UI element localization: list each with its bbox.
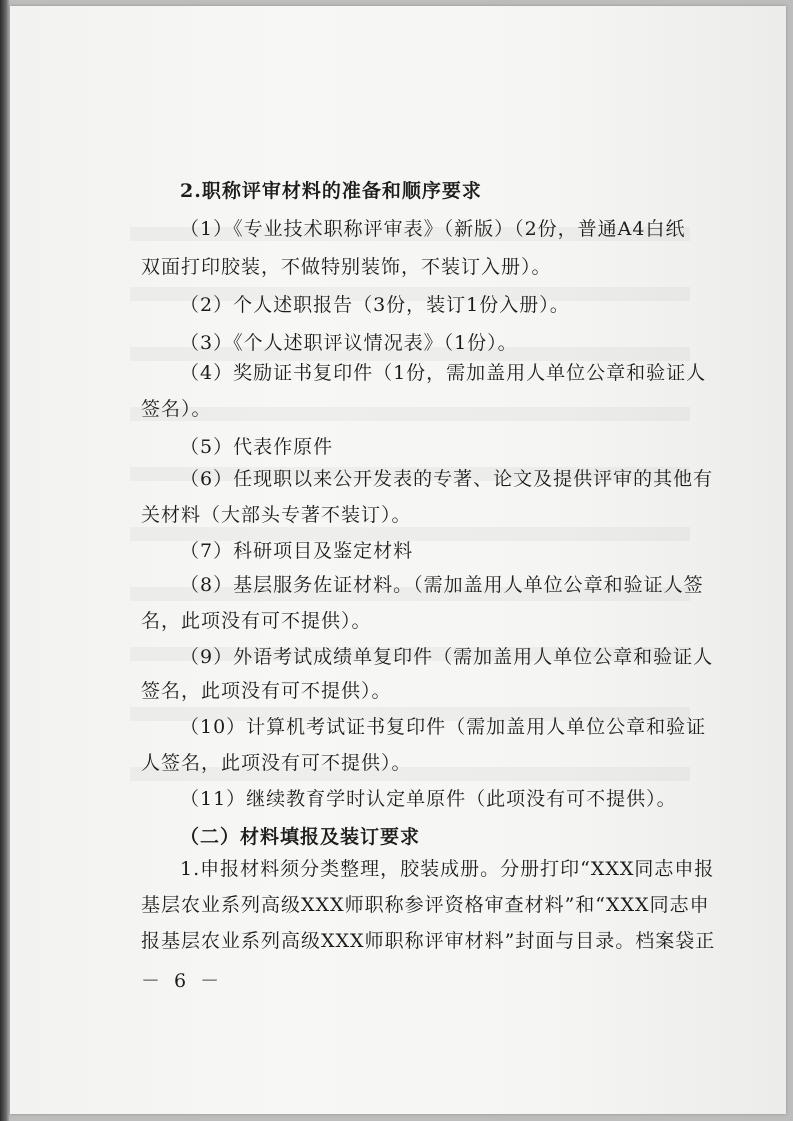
text-line: 人签名，此项没有可不提供）。 [141, 752, 412, 774]
paragraph-line: 报基层农业系列高级XXX师职称评审材料”封面与目录。档案袋正 [141, 930, 716, 952]
subheading: （二）材料填报及装订要求 [180, 826, 421, 848]
text-line: （3）《个人述职评议情况表》（1份）。 [180, 332, 518, 354]
text-line: （1）《专业技术职称评审表》（新版）（2份，普通A4白纸 [180, 218, 686, 240]
text-line: 签名，此项没有可不提供）。 [141, 680, 392, 702]
text-line: 双面打印胶装，不做特别装饰，不装订入册）。 [141, 256, 552, 278]
text-line: （2）个人述职报告（3份，装订1份入册）。 [180, 294, 570, 316]
text-line: （5）代表作原件 [180, 436, 334, 458]
section-title: 2.职称评审材料的准备和顺序要求 [180, 180, 482, 202]
text-line: （11）继续教育学时认定单原件（此项没有可不提供）。 [180, 788, 677, 810]
paragraph-line: 1.申报材料须分类整理，胶装成册。分册打印“XXX同志申报 [180, 858, 715, 880]
text-line: （8）基层服务佐证材料。（需加盖用人单位公章和验证人签 [180, 574, 704, 596]
page-number: － 6 － [141, 970, 224, 992]
text-line: （6）任现职以来公开发表的专著、论文及提供评审的其他有 [180, 468, 714, 490]
text-line: （7）科研项目及鉴定材料 [180, 540, 414, 562]
text-line: 关材料（大部头专著不装订）。 [141, 504, 412, 526]
text-line: 名，此项没有可不提供）。 [141, 610, 372, 632]
text-line: （4）奖励证书复印件（1份，需加盖用人单位公章和验证人 [180, 362, 707, 384]
text-line: （10）计算机考试证书复印件（需加盖用人单位公章和验证 [180, 716, 707, 738]
page-content [10, 6, 786, 1114]
text-line: 签名）。 [141, 398, 212, 420]
paragraph-line: 基层农业系列高级XXX师职称参评资格审查材料”和“XXX同志申 [141, 894, 710, 916]
document-page [10, 6, 786, 1114]
text-line: （9）外语考试成绩单复印件（需加盖用人单位公章和验证人 [180, 646, 714, 668]
scan-edge [0, 0, 10, 1121]
